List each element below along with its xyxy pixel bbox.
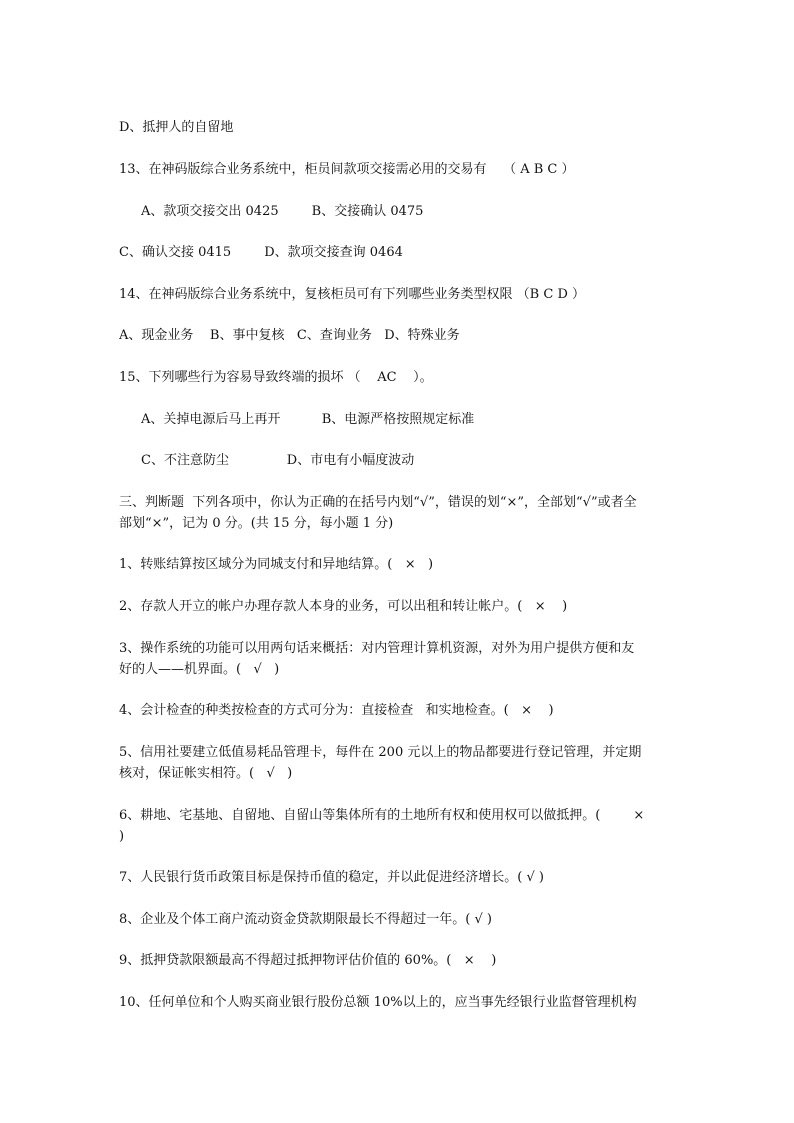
- options-q15-ab: A、关掉电源后马上再开 B、电源严格按照规定标准: [141, 412, 475, 427]
- options-q13-cd: C、确认交接 0415 D、款项交接查询 0464: [119, 245, 403, 260]
- judge-7: 7、人民银行货币政策目标是保持币值的稳定，并以此促进经济增长。( √ ): [119, 870, 544, 885]
- judge-5-line2: 核对，保证帐实相符。( √ ): [119, 766, 293, 781]
- question-13: 13、在神码版综合业务系统中，柜员间款项交接需必用的交易有 （ A B C ）: [119, 162, 575, 177]
- judge-3-line1: 3、操作系统的功能可以用两句话来概括：对内管理计算机资源，对外为用户提供方便和友: [119, 641, 635, 656]
- judge-4: 4、会计检查的种类按检查的方式可分为：直接检查 和实地检查。( × ): [119, 703, 554, 718]
- judge-1: 1、转账结算按区域分为同城支付和异地结算。( × ): [119, 557, 434, 572]
- options-q13-ab: A、款项交接交出 0425 B、交接确认 0475: [141, 204, 424, 219]
- judge-2: 2、存款人开立的帐户办理存款人本身的业务，可以出租和转让帐户。( × ): [119, 599, 568, 614]
- judge-9: 9、抵押贷款限额最高不得超过抵押物评估价值的 60%。( × ): [119, 953, 497, 968]
- judge-5-line1: 5、信用社要建立低值易耗品管理卡，每件在 200 元以上的物品都要进行登记管理，并定期: [119, 745, 642, 760]
- judge-10-line1: 10、任何单位和个人购买商业银行股份总额 10%以上的，应当事先经银行业监督管理机构: [119, 995, 637, 1010]
- judge-6-line2: ): [119, 829, 125, 844]
- option-d-q12: D、抵押人的自留地: [119, 120, 234, 135]
- question-15: 15、下列哪些行为容易导致终端的损坏 （ AC ）。: [119, 370, 433, 385]
- section-3-heading-line2: 部划“×”，记为 0 分。(共 15 分，每小题 1 分): [119, 516, 394, 531]
- options-q14: A、现金业务 B、事中复核 C、查询业务 D、特殊业务: [119, 328, 460, 343]
- options-q15-cd: C、不注意防尘 D、市电有小幅度波动: [141, 453, 415, 468]
- question-14: 14、在神码版综合业务系统中，复核柜员可有下列哪些业务类型权限 （B C D ）: [119, 287, 585, 302]
- judge-6-line1: 6、耕地、宅基地、自留地、自留山等集体所有的土地所有权和使用权可以做抵押。( ×: [119, 808, 645, 823]
- judge-8: 8、企业及个体工商户流动资金贷款期限最长不得超过一年。( √ ): [119, 912, 492, 927]
- judge-3-line2: 好的人——机界面。( √ ): [119, 662, 280, 677]
- section-3-heading-line1: 三、判断题 下列各项中，你认为正确的在括号内划“√”，错误的划“×”，全部划“√”或者全: [119, 495, 637, 510]
